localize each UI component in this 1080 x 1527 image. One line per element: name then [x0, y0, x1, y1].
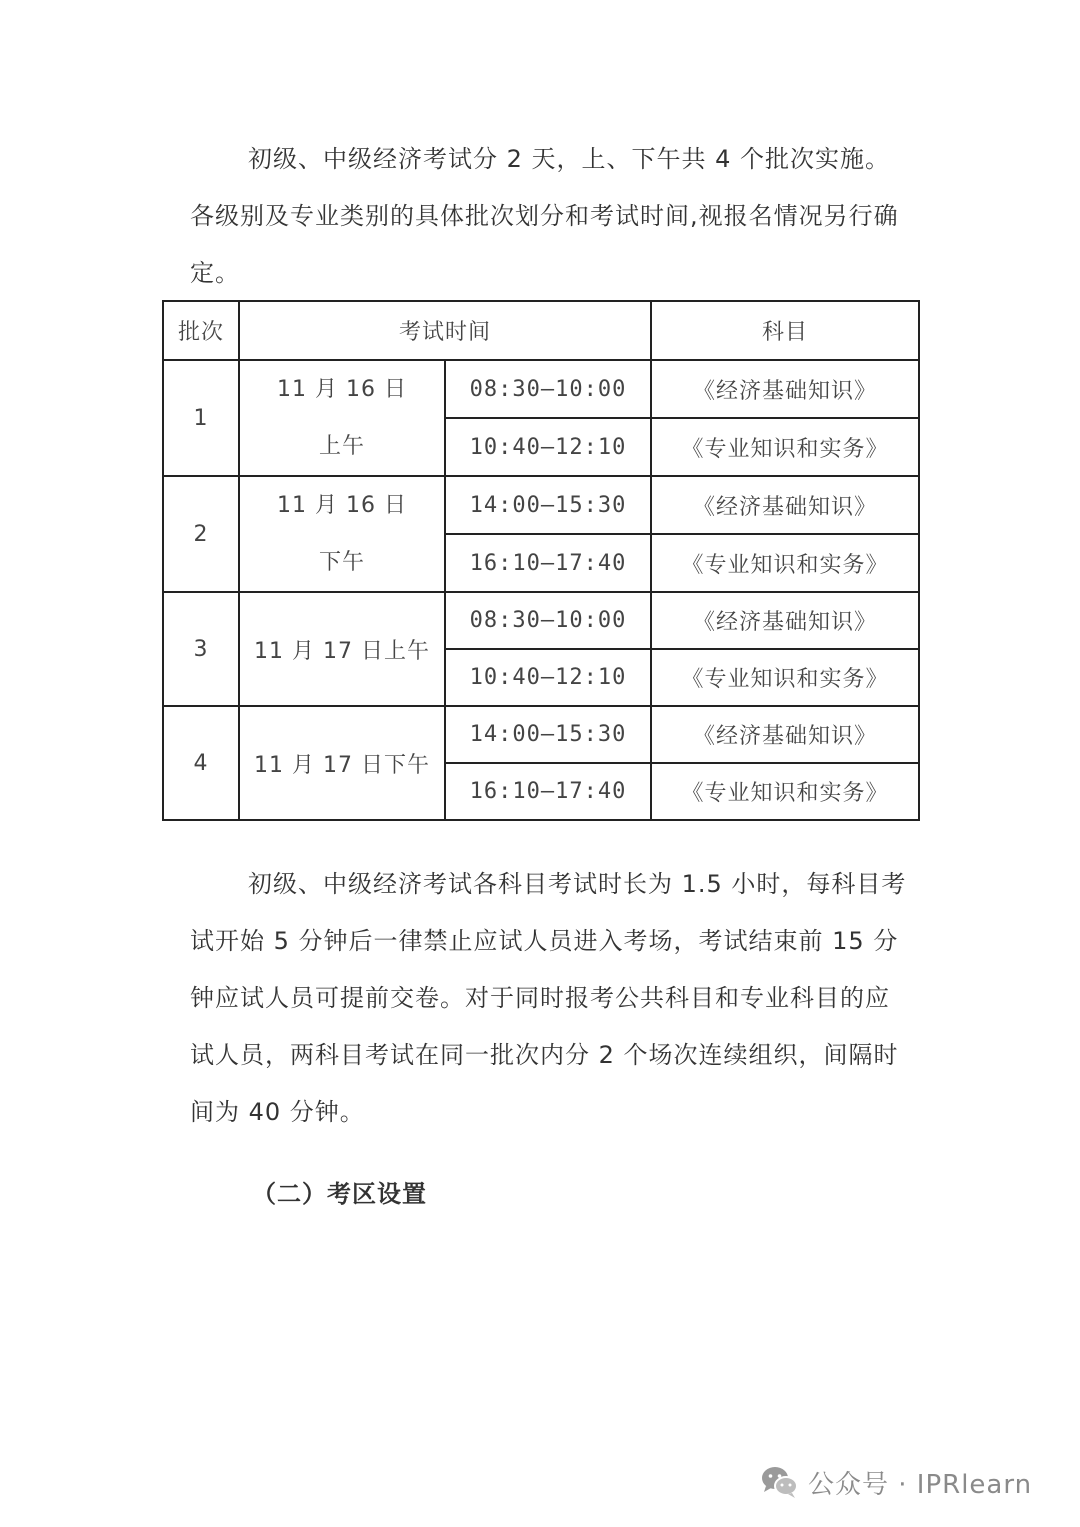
session-time: 16:10—17:40	[445, 534, 651, 592]
batch-date	[239, 476, 445, 592]
batch-number: 4	[163, 706, 239, 820]
batch-date	[239, 360, 445, 476]
section-heading: （二）考区设置	[252, 1180, 427, 1208]
session-subject: 《专业知识和实务》	[651, 649, 919, 706]
header-exam-time: 考试时间	[239, 301, 651, 360]
session-time: 14:00—15:30	[445, 706, 651, 763]
session-subject: 《经济基础知识》	[651, 476, 919, 534]
header-subject: 科目	[651, 301, 919, 360]
exam-schedule-table	[162, 300, 920, 821]
duration-paragraph	[190, 856, 910, 1141]
wechat-icon	[760, 1465, 800, 1499]
batch-number: 3	[163, 592, 239, 706]
session-time: 08:30—10:00	[445, 360, 651, 418]
batch-number: 1	[163, 360, 239, 476]
session-time: 14:00—15:30	[445, 476, 651, 534]
session-subject: 《经济基础知识》	[651, 360, 919, 418]
header-batch: 批次	[163, 301, 239, 360]
batch-date: 11 月 17 日下午	[239, 706, 445, 820]
session-subject: 《专业知识和实务》	[651, 418, 919, 476]
intro-paragraph	[190, 131, 910, 302]
batch-date-line1: 11 月 16 日	[277, 377, 407, 402]
batch-date: 11 月 17 日上午	[239, 592, 445, 706]
table-row	[163, 476, 919, 534]
session-time: 10:40—12:10	[445, 649, 651, 706]
batch-date-line2: 下午	[318, 550, 365, 575]
session-time: 16:10—17:40	[445, 763, 651, 820]
watermark-text: 公众号 · IPRlearn	[808, 1469, 1033, 1500]
table-row	[163, 360, 919, 418]
batch-number: 2	[163, 476, 239, 592]
session-subject: 《专业知识和实务》	[651, 534, 919, 592]
session-time: 08:30—10:00	[445, 592, 651, 649]
duration-text: 初级、中级经济考试各科目考试时长为 1.5 小时，每科目考试开始 5 分钟后一律禁止应试人员进入考场，考试结束前 15 分钟应试人员可提前交卷。对于同时报考公共科目和专业科目的应试人员，两科目考试在同一批次内分 2 个场次连续组织，间隔时间为 40 分钟。	[190, 870, 907, 1126]
table-row	[163, 592, 919, 649]
batch-date-line2: 上午	[318, 434, 365, 459]
session-subject: 《经济基础知识》	[651, 592, 919, 649]
table-row	[163, 706, 919, 763]
session-subject: 《专业知识和实务》	[651, 763, 919, 820]
table-header-row	[163, 301, 919, 360]
batch-date-line1: 11 月 16 日	[277, 493, 407, 518]
session-time: 10:40—12:10	[445, 418, 651, 476]
session-subject: 《经济基础知识》	[651, 706, 919, 763]
intro-text: 初级、中级经济考试分 2 天，上、下午共 4 个批次实施。各级别及专业类别的具体批次划分和考试时间,视报名情况另行确定。	[190, 145, 899, 287]
watermark	[760, 1462, 1032, 1502]
